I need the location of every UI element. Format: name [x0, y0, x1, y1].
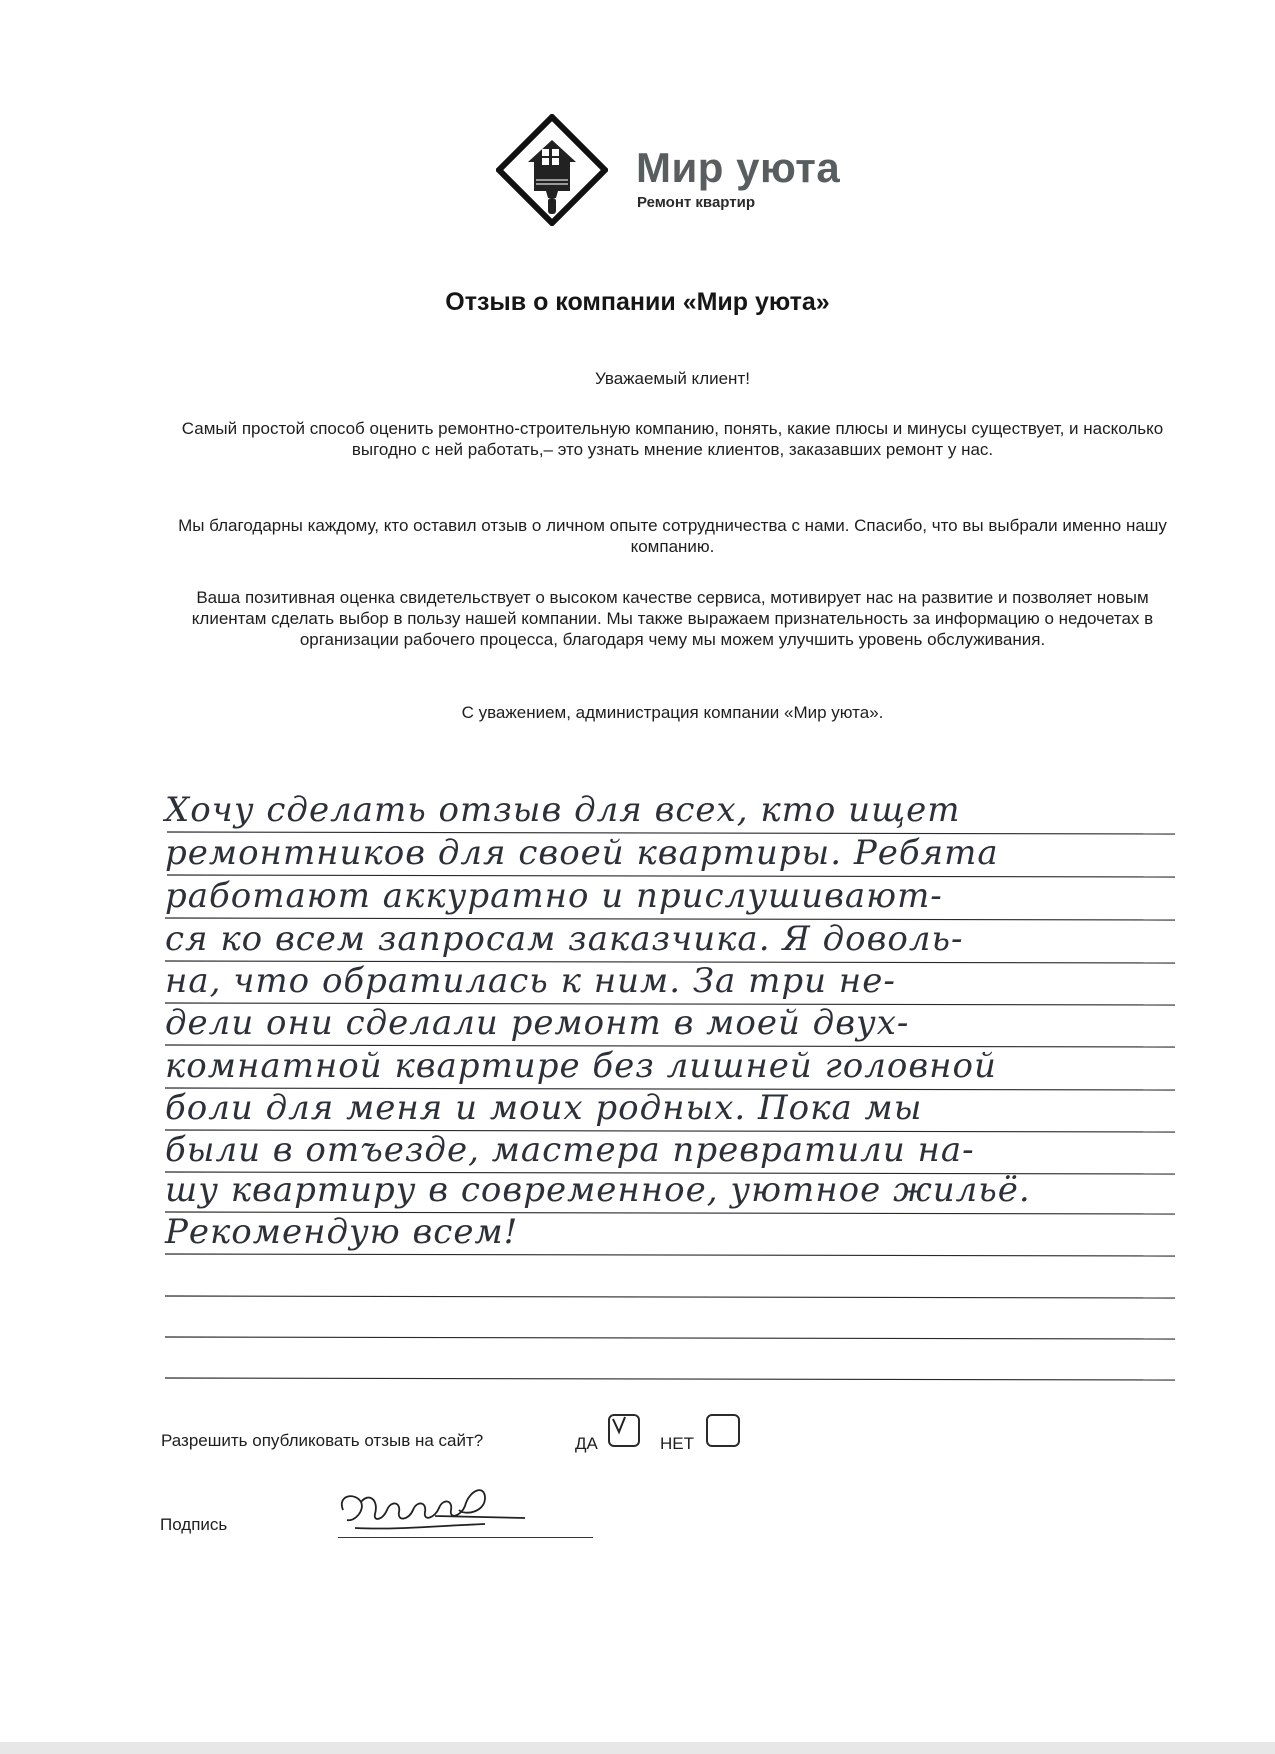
intro-paragraph-2: Мы благодарны каждому, кто оставил отзыв о личном опыте сотрудничества с нами. Спасибо, что вы выбрали именно нашу компанию. — [178, 516, 1167, 556]
signature-scribble — [335, 1470, 535, 1540]
review-line: Хочу сделать отзыв для всех, кто ищет — [165, 790, 961, 830]
publish-yes-checkbox[interactable] — [608, 1414, 640, 1447]
review-line: на, что обратилась к ним. За три не- — [165, 961, 896, 1001]
publish-no-checkbox[interactable] — [706, 1414, 740, 1447]
signature-label: Подпись — [160, 1515, 228, 1534]
check-mark-icon — [610, 1416, 638, 1445]
review-line: ремонтников для своей квартиры. Ребята — [165, 833, 999, 873]
review-line: работают аккуратно и прислушивают- — [165, 876, 943, 916]
form-title: Отзыв о компании «Мир уюта» — [445, 288, 830, 316]
publish-question: Разрешить опубликовать отзыв на сайт? — [161, 1431, 484, 1450]
scan-edge — [0, 1742, 1275, 1754]
review-line: были в отъезде, мастера превратили на- — [165, 1130, 975, 1170]
review-line: ся ко всем запросам заказчика. Я доволь- — [165, 919, 964, 959]
logo-tagline: Ремонт квартир — [637, 194, 755, 211]
review-line: шу квартиру в современное, уютное жильё. — [165, 1170, 1031, 1210]
review-line: Рекомендую всем! — [165, 1212, 519, 1252]
publish-yes-label: ДА — [575, 1434, 598, 1453]
review-line: комнатной квартире без лишней головной — [165, 1046, 997, 1086]
publish-no-label: НЕТ — [660, 1434, 694, 1453]
logo-title: Мир уюта — [636, 144, 841, 191]
intro-paragraph-1: Самый простой способ оценить ремонтно-строительную компанию, понять, какие плюсы и минусы существует, и насколько выгодно с ней работать,– это узнать мнение клиентов, заказавших ремонт у нас. — [181, 419, 1164, 459]
regards-text: С уважением, администрация компании «Мир уюта». — [461, 703, 884, 722]
greeting-text: Уважаемый клиент! — [595, 369, 750, 388]
review-line: боли для меня и моих родных. Пока мы — [165, 1088, 923, 1128]
intro-paragraph-3: Ваша позитивная оценка свидетельствует о высоком качестве сервиса, мотивирует нас на развитие и позволяет новым клиентам сделать выбор в пользу нашей компании. Мы также выражаем признательность за информацию о недочетах в организации рабочего процесса, благодаря чему мы можем улучшить уровень обслуживания. — [191, 588, 1154, 649]
review-line: дели они сделали ремонт в моей двух- — [165, 1003, 910, 1043]
